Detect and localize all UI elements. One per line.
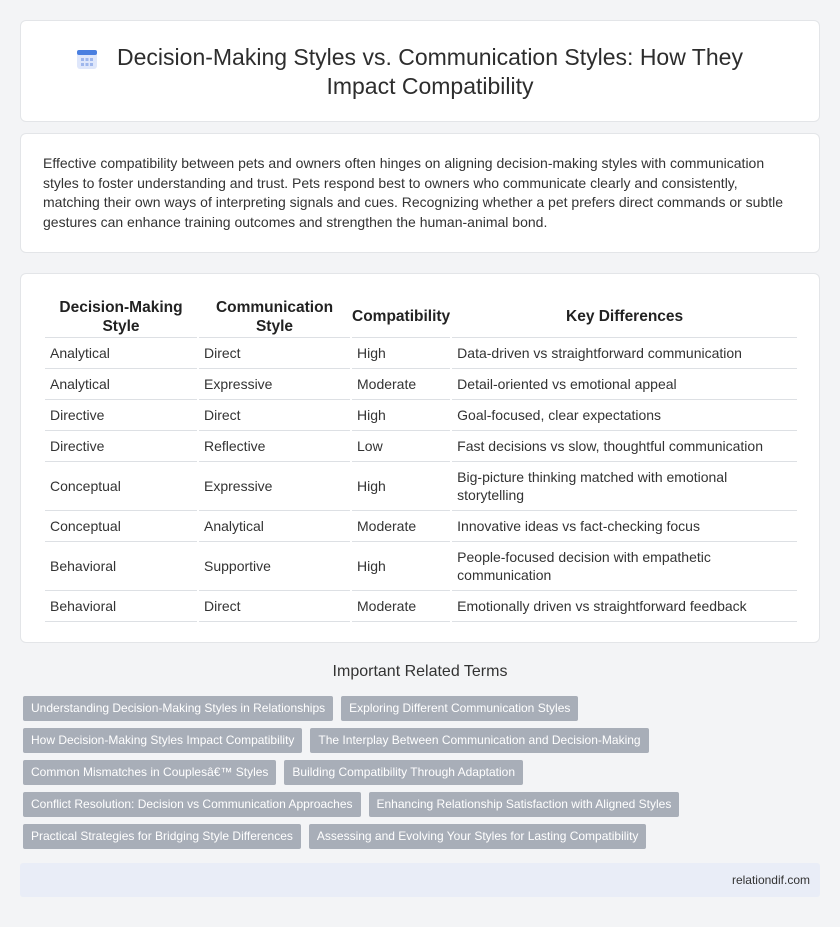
cell-decision-style: Directive [45, 400, 197, 431]
cell-key-differences: Emotionally driven vs straightforward feedback [452, 591, 797, 622]
cell-key-differences: Innovative ideas vs fact-checking focus [452, 511, 797, 542]
footer-site-name: relationdif.com [731, 873, 810, 887]
page-title: Decision-Making Styles vs. Communication Styles: How They Impact Compatibility [117, 44, 743, 99]
related-term-link[interactable]: Conflict Resolution: Decision vs Communication Approaches [23, 792, 361, 817]
cell-key-differences: People-focused decision with empathetic communication [452, 542, 797, 591]
header-card [20, 20, 820, 122]
table-row [45, 462, 797, 511]
table-row [45, 400, 797, 431]
cell-decision-style: Analytical [45, 369, 197, 400]
cell-communication-style: Analytical [199, 511, 350, 542]
cell-decision-style: Directive [45, 431, 197, 462]
related-terms-list [23, 696, 783, 856]
related-term-link[interactable]: Exploring Different Communication Styles [341, 696, 578, 721]
related-term-link[interactable]: Assessing and Evolving Your Styles for Lasting Compatibility [309, 824, 647, 849]
cell-compatibility: Low [352, 431, 450, 462]
cell-decision-style: Behavioral [45, 591, 197, 622]
cell-decision-style: Analytical [45, 338, 197, 369]
related-term-link[interactable]: Common Mismatches in Couplesâ€™ Styles [23, 760, 276, 785]
cell-communication-style: Direct [199, 338, 350, 369]
cell-communication-style: Expressive [199, 462, 350, 511]
related-terms-title: Important Related Terms [332, 663, 508, 680]
cell-key-differences: Detail-oriented vs emotional appeal [452, 369, 797, 400]
cell-decision-style: Behavioral [45, 542, 197, 591]
cell-key-differences: Big-picture thinking matched with emotional storytelling [452, 462, 797, 511]
table-row [45, 542, 797, 591]
related-term-link[interactable]: Practical Strategies for Bridging Style Differences [23, 824, 301, 849]
intro-paragraph: Effective compatibility between pets and owners often hinges on aligning decision-making styles with communication styles to foster understanding and trust. Pets respond best to owners who communicate clearly and consistently, matching their own ways of interpreting signals and cues. Recognizing whether a pet prefers direct commands or subtle gestures can enhance training outcomes and strengthen the human-animal bond. [43, 155, 784, 230]
header-key-differences: Key Differences [452, 296, 797, 338]
cell-compatibility: High [352, 462, 450, 511]
header-communication-style: Communication Style [199, 296, 350, 338]
cell-key-differences: Goal-focused, clear expectations [452, 400, 797, 431]
cell-decision-style: Conceptual [45, 511, 197, 542]
table-row [45, 511, 797, 542]
cell-compatibility: High [352, 338, 450, 369]
intro-card [20, 133, 820, 253]
cell-communication-style: Direct [199, 400, 350, 431]
related-term-link[interactable]: Building Compatibility Through Adaptation [284, 760, 523, 785]
related-term-link[interactable]: The Interplay Between Communication and Decision-Making [310, 728, 648, 753]
cell-compatibility: Moderate [352, 511, 450, 542]
header-decision-making-style: Decision-Making Style [45, 296, 197, 338]
related-term-link[interactable]: How Decision-Making Styles Impact Compatibility [23, 728, 302, 753]
related-term-link[interactable]: Understanding Decision-Making Styles in Relationships [23, 696, 333, 721]
cell-communication-style: Expressive [199, 369, 350, 400]
cell-compatibility: High [352, 400, 450, 431]
cell-communication-style: Reflective [199, 431, 350, 462]
table-card [20, 273, 820, 643]
table-row [45, 591, 797, 622]
cell-compatibility: High [352, 542, 450, 591]
cell-key-differences: Fast decisions vs slow, thoughtful communication [452, 431, 797, 462]
table-row [45, 431, 797, 462]
comparison-table [43, 296, 799, 622]
header-compatibility: Compatibility [352, 296, 450, 338]
cell-compatibility: Moderate [352, 591, 450, 622]
cell-key-differences: Data-driven vs straightforward communication [452, 338, 797, 369]
cell-compatibility: Moderate [352, 369, 450, 400]
table-row [45, 338, 797, 369]
cell-communication-style: Direct [199, 591, 350, 622]
footer [20, 863, 820, 897]
cell-communication-style: Supportive [199, 542, 350, 591]
table-header-row [45, 296, 797, 338]
cell-decision-style: Conceptual [45, 462, 197, 511]
related-term-link[interactable]: Enhancing Relationship Satisfaction with Aligned Styles [369, 792, 680, 817]
table-row [45, 369, 797, 400]
